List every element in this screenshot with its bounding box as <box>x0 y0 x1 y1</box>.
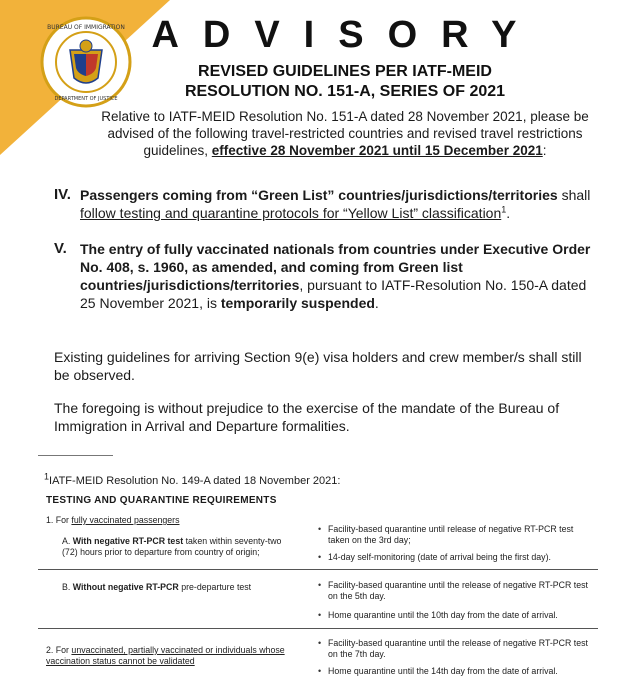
row-b-req-1: Facility-based quarantine until the release of negative RT-PCR test on the 5th day. <box>328 580 588 601</box>
row-a-req-2: 14-day self-monitoring (date of arrival being the first day). <box>328 552 551 562</box>
row-c-req-1: Facility-based quarantine until the release of negative RT-PCR test on the 7th day. <box>328 638 588 659</box>
bullet-icon: • <box>318 524 322 534</box>
footnote-heading: TESTING AND QUARANTINE REQUIREMENTS <box>46 495 277 506</box>
item-iv-text: Passengers coming from “Green List” countries/jurisdictions/territories shall follow testing and quarantine protocols for “Yellow List” classification$^1$. <box>80 187 591 221</box>
bureau-seal-icon <box>40 16 132 108</box>
bullet-icon: • <box>318 638 322 648</box>
page-subtitle: REVISED GUIDELINES PER IATF-MEID RESOLUTION NO. 151-A, SERIES OF 2021 <box>184 63 506 100</box>
row-divider <box>38 569 598 570</box>
footnote-text: $^1$IATF-MEID Resolution No. 149-A dated 18 November 2021: <box>44 471 341 487</box>
existing-guidelines-paragraph: Existing guidelines for arriving Section 9(e) visa holders and crew member/s shall still be observed. <box>54 349 582 383</box>
svg-text:DEPARTMENT OF JUSTICE: DEPARTMENT OF JUSTICE <box>54 96 118 102</box>
bullet-icon: • <box>318 610 322 620</box>
section-2-label: 2. For unvaccinated, partially vaccinated or individuals whose vaccination status cannot be validated <box>46 645 285 666</box>
intro-paragraph: Relative to IATF-MEID Resolution No. 151-A dated 28 November 2021, please be advised of the following travel-restricted countries and revised travel restrictions guidelines, effective 28 November 2021 until 15 December 2021: <box>101 109 589 158</box>
bullet-icon: • <box>318 666 322 676</box>
foregoing-paragraph: The foregoing is without prejudice to the exercise of the mandate of the Bureau of Immigration in Arrival and Departure formalities. <box>54 400 560 434</box>
item-number-iv: IV. <box>54 186 71 203</box>
row-a-req-1: Facility-based quarantine until release of negative RT-PCR test taken on the 3rd day; <box>328 524 574 545</box>
page-title: ADVISORY <box>151 14 541 56</box>
svg-text:BUREAU OF IMMIGRATION: BUREAU OF IMMIGRATION <box>47 24 125 31</box>
bullet-icon: • <box>318 552 322 562</box>
item-v-text: The entry of fully vaccinated nationals from countries under Executive Order No. 408, s. 1960, as amended, and coming from Green list countries/jurisdictions/territories, pursuant to IATF-Resolution No. 150-A dated 25 November 2021, is temporarily suspended. <box>80 241 591 311</box>
section-1-label: 1. For fully vaccinated passengers <box>46 515 180 525</box>
row-b-condition: B. Without negative RT-PCR pre-departure test <box>62 582 252 592</box>
row-a-condition: A. With negative RT-PCR test taken within seventy-two (72) hours prior to departure from country of origin; <box>62 536 282 557</box>
item-number-v: V. <box>54 240 67 257</box>
row-c-req-2: Home quarantine until the 14th day from the date of arrival. <box>328 666 558 676</box>
row-divider <box>38 628 598 629</box>
bullet-icon: • <box>318 580 322 590</box>
row-b-req-2: Home quarantine until the 10th day from the date of arrival. <box>328 610 558 620</box>
footnote-divider <box>38 455 113 456</box>
